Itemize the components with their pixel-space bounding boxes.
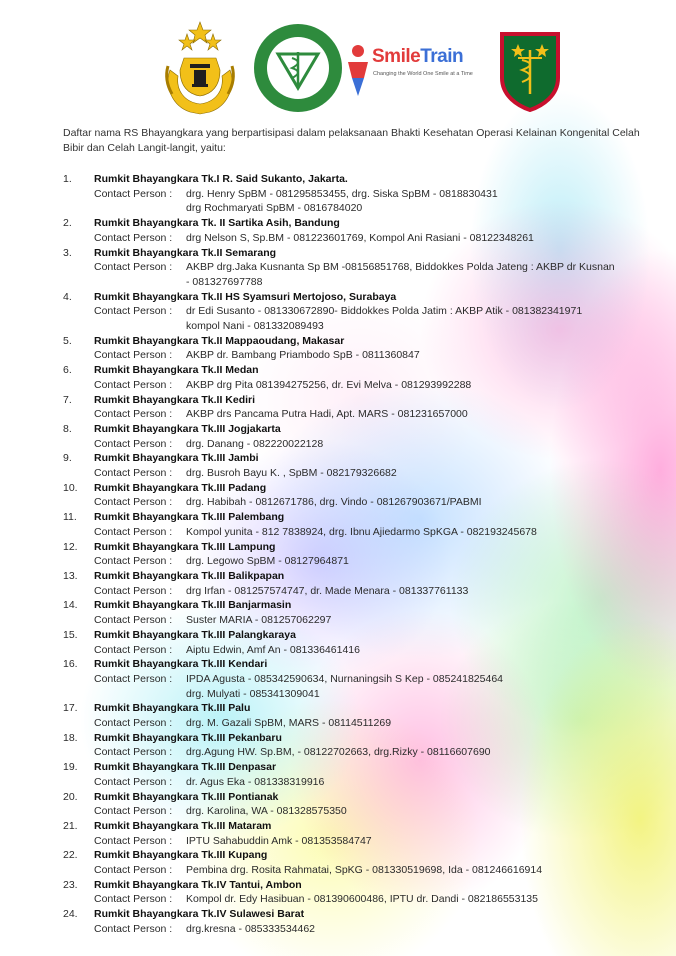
contact-line: drg. Busroh Bayu K. , SpBM - 082179326682 (186, 467, 397, 480)
hospital-name: Rumkit Bhayangkara Tk.I R. Said Sukanto, Jakarta. (94, 173, 348, 185)
list-item (63, 569, 668, 598)
list-item (63, 290, 668, 334)
list-item (63, 878, 668, 907)
contact-line: drg. Karolina, WA - 081328575350 (186, 805, 347, 818)
hospital-name: Rumkit Bhayangkara Tk.III Pontianak (94, 790, 279, 803)
list-item (63, 451, 668, 480)
contact-person-label: Contact Person : (94, 834, 173, 847)
contact-line: Aiptu Edwin, Amf An - 081336461416 (186, 643, 360, 656)
list-item (63, 657, 668, 701)
contact-line: AKBP drg Pita 081394275256, dr. Evi Melva - 081293992288 (186, 378, 472, 391)
contact-line: drg. Habibah - 0812671786, drg. Vindo - 081267903671/PABMI (186, 496, 482, 509)
contact-person-label: Contact Person : (94, 467, 173, 480)
hospital-name: Rumkit Bhayangkara Tk.IV Sulawesi Barat (94, 908, 305, 921)
contact-line: drg Rochmaryati SpBM - 0816784020 (186, 202, 363, 215)
list-item (63, 790, 668, 819)
contact-person-label: Contact Person : (94, 672, 173, 685)
list-item-number: 11. (63, 511, 77, 524)
hospital-name: Rumkit Bhayangkara Tk.III Kendari (94, 658, 268, 671)
list-item-number: 4. (63, 290, 72, 303)
hospital-name: Rumkit Bhayangkara Tk.II Semarang (94, 246, 277, 259)
list-item-number: 7. (63, 393, 72, 406)
contact-person-label: Contact Person : (94, 437, 173, 450)
contact-person-label: Contact Person : (94, 231, 173, 244)
list-item-number: 8. (63, 422, 72, 435)
hospital-name: Rumkit Bhayangkara Tk.II Medan (94, 364, 259, 377)
list-item (63, 907, 668, 936)
contact-line: drg.Agung HW. Sp.BM, - 08122702663, drg.Rizky - 08116607690 (186, 746, 491, 759)
list-item (63, 540, 668, 569)
contact-person-label: Contact Person : (94, 305, 173, 318)
hospital-name: Rumkit Bhayangkara Tk.III Palembang (94, 511, 285, 524)
intro-paragraph: Daftar nama RS Bhayangkara yang berpartisipasi dalam pelaksanaan Bhakti Kesehatan Operasi Kelainan Kongenital Celah Bibir dan Celah Langit-langit, yaitu: (63, 127, 640, 154)
contact-person-label: Contact Person : (94, 643, 173, 656)
list-item-number: 16. (63, 658, 78, 671)
hospital-name: Rumkit Bhayangkara Tk.III Pekanbaru (94, 731, 282, 744)
hospital-name: Rumkit Bhayangkara Tk.III Palu (94, 702, 251, 715)
contact-person-label: Contact Person : (94, 187, 173, 200)
contact-line: Kompol dr. Edy Hasibuan - 081390600486, IPTU dr. Dandi - 082186553135 (186, 893, 538, 906)
contact-person-label: Contact Person : (94, 717, 173, 730)
contact-line: IPDA Agusta - 085342590634, Nurnaningsih S Kep - 085241825464 (186, 672, 503, 685)
dokkes-shield-logo (498, 28, 562, 112)
contact-line: Pembina drg. Rosita Rahmatai, SpKG - 081330519698, Ida - 081246616914 (186, 864, 543, 877)
contact-line: drg. Henry SpBM - 081295853455, drg. Siska SpBM - 0818830431 (186, 187, 498, 200)
list-item-number: 22. (63, 849, 78, 862)
list-item-number: 15. (63, 628, 78, 641)
list-item (63, 481, 668, 510)
list-item-number: 18. (63, 731, 78, 744)
list-item (63, 628, 668, 657)
list-item-number: 13. (63, 569, 78, 582)
list-item (63, 598, 668, 627)
list-item-number: 21. (63, 819, 78, 832)
police-emblem-logo (150, 20, 250, 116)
list-item-number: 10. (63, 481, 78, 494)
contact-person-label: Contact Person : (94, 496, 173, 509)
list-item (63, 422, 668, 451)
list-item (63, 216, 668, 245)
contact-person-label: Contact Person : (94, 922, 173, 935)
contact-line: drg.kresna - 085333534462 (186, 922, 316, 935)
list-item (63, 848, 668, 877)
list-item-number: 23. (63, 878, 78, 891)
contact-line: drg Irfan - 081257574747, dr. Made Menara - 081337761133 (186, 584, 469, 597)
contact-line: Suster MARIA - 081257062297 (186, 614, 332, 627)
contact-line: dr Edi Susanto - 081330672890- Biddokkes Polda Jatim : AKBP Atik - 081382341971 (186, 305, 583, 318)
list-item-number: 3. (63, 246, 72, 259)
hospital-name: Rumkit Bhayangkara Tk.II Mappaoudang, Makasar (94, 334, 345, 347)
contact-line: dr. Agus Eka - 081338319916 (186, 775, 325, 788)
contact-line: drg. Mulyati - 085341309041 (186, 687, 320, 700)
hospital-name: Rumkit Bhayangkara Tk.III Jogjakarta (94, 422, 281, 435)
hospital-name: Rumkit Bhayangkara Tk.II Kediri (94, 393, 256, 406)
contact-person-label: Contact Person : (94, 555, 173, 568)
hospital-name: Rumkit Bhayangkara Tk.III Padang (94, 481, 267, 494)
list-item (63, 510, 668, 539)
contact-line: drg. M. Gazali SpBM, MARS - 08114511269 (186, 717, 392, 730)
list-item (63, 819, 668, 848)
logo-row (150, 18, 570, 118)
list-item-number: 14. (63, 599, 78, 612)
contact-line: drg. Legowo SpBM - 08127964871 (186, 555, 349, 568)
list-item-number: 5. (63, 334, 72, 347)
contact-line: IPTU Sahabuddin Amk - 081353584747 (186, 834, 372, 847)
hospital-name: Rumkit Bhayangkara Tk.III Denpasar (94, 761, 277, 774)
list-item (63, 172, 668, 216)
contact-line: AKBP drg.Jaka Kusnanta Sp BM -08156851768, Biddokkes Polda Jateng : AKBP dr Kusnan (186, 261, 615, 274)
pusdokkes-emblem-logo (252, 22, 344, 114)
list-item (63, 760, 668, 789)
list-item (63, 731, 668, 760)
hospital-name: Rumkit Bhayangkara Tk.III Kupang (94, 849, 268, 862)
hospital-name: Rumkit Bhayangkara Tk.IV Tantui, Ambon (94, 878, 302, 891)
hospital-name: Rumkit Bhayangkara Tk.III Jambi (94, 452, 259, 465)
list-item-number: 19. (63, 761, 78, 774)
list-item (63, 334, 668, 363)
contact-person-label: Contact Person : (94, 408, 173, 421)
contact-person-label: Contact Person : (94, 525, 173, 538)
contact-person-label: Contact Person : (94, 864, 173, 877)
contact-person-label: Contact Person : (94, 349, 173, 362)
list-item-number: 9. (63, 452, 72, 465)
contact-line: drg Nelson S, Sp.BM - 081223601769, Kompol Ani Rasiani - 08122348261 (186, 231, 534, 244)
hospital-name: Rumkit Bhayangkara Tk.III Balikpapan (94, 569, 285, 582)
contact-line: - 081327697788 (186, 275, 263, 288)
hospital-name: Rumkit Bhayangkara Tk.III Banjarmasin (94, 599, 292, 612)
contact-person-label: Contact Person : (94, 805, 173, 818)
contact-person-label: Contact Person : (94, 378, 173, 391)
smile-train-brand: SmileTrain (372, 46, 464, 67)
list-item (63, 246, 668, 290)
list-item-number: 1. (63, 173, 72, 185)
hospital-name: Rumkit Bhayangkara Tk.II HS Syamsuri Mertojoso, Surabaya (94, 290, 397, 303)
contact-line: AKBP dr. Bambang Priambodo SpB - 0811360847 (186, 349, 420, 362)
contact-person-label: Contact Person : (94, 614, 173, 627)
list-item (63, 701, 668, 730)
contact-person-label: Contact Person : (94, 775, 173, 788)
hospital-name: Rumkit Bhayangkara Tk.III Palangkaraya (94, 628, 296, 641)
contact-line: AKBP drs Pancama Putra Hadi, Apt. MARS - 081231657000 (186, 408, 468, 421)
list-item-number: 2. (63, 217, 72, 230)
smile-train-person-icon (346, 44, 370, 98)
smile-train-logo (346, 40, 486, 104)
hospital-name: Rumkit Bhayangkara Tk. II Sartika Asih, Bandung (94, 217, 340, 230)
contact-person-label: Contact Person : (94, 746, 173, 759)
contact-line: drg. Danang - 082220022128 (186, 437, 324, 450)
contact-person-label: Contact Person : (94, 584, 173, 597)
contact-person-label: Contact Person : (94, 893, 173, 906)
list-item-number: 17. (63, 702, 78, 715)
list-item-number: 24. (63, 908, 78, 921)
hospital-name: Rumkit Bhayangkara Tk.III Lampung (94, 540, 276, 553)
list-item (63, 363, 668, 392)
hospital-name: Rumkit Bhayangkara Tk.III Mataram (94, 819, 272, 832)
contact-line: kompol Nani - 081332089493 (186, 320, 324, 333)
smile-train-tagline: Changing the World One Smile at a Time (373, 71, 473, 77)
list-item-number: 6. (63, 364, 72, 377)
list-item (63, 393, 668, 422)
contact-line: Kompol yunita - 812 7838924, drg. Ibnu Ajiedarmo SpKGA - 082193245678 (186, 525, 537, 538)
contact-person-label: Contact Person : (94, 261, 173, 274)
list-item-number: 20. (63, 790, 78, 803)
hospital-list (63, 172, 668, 937)
list-item-number: 12. (63, 540, 78, 553)
